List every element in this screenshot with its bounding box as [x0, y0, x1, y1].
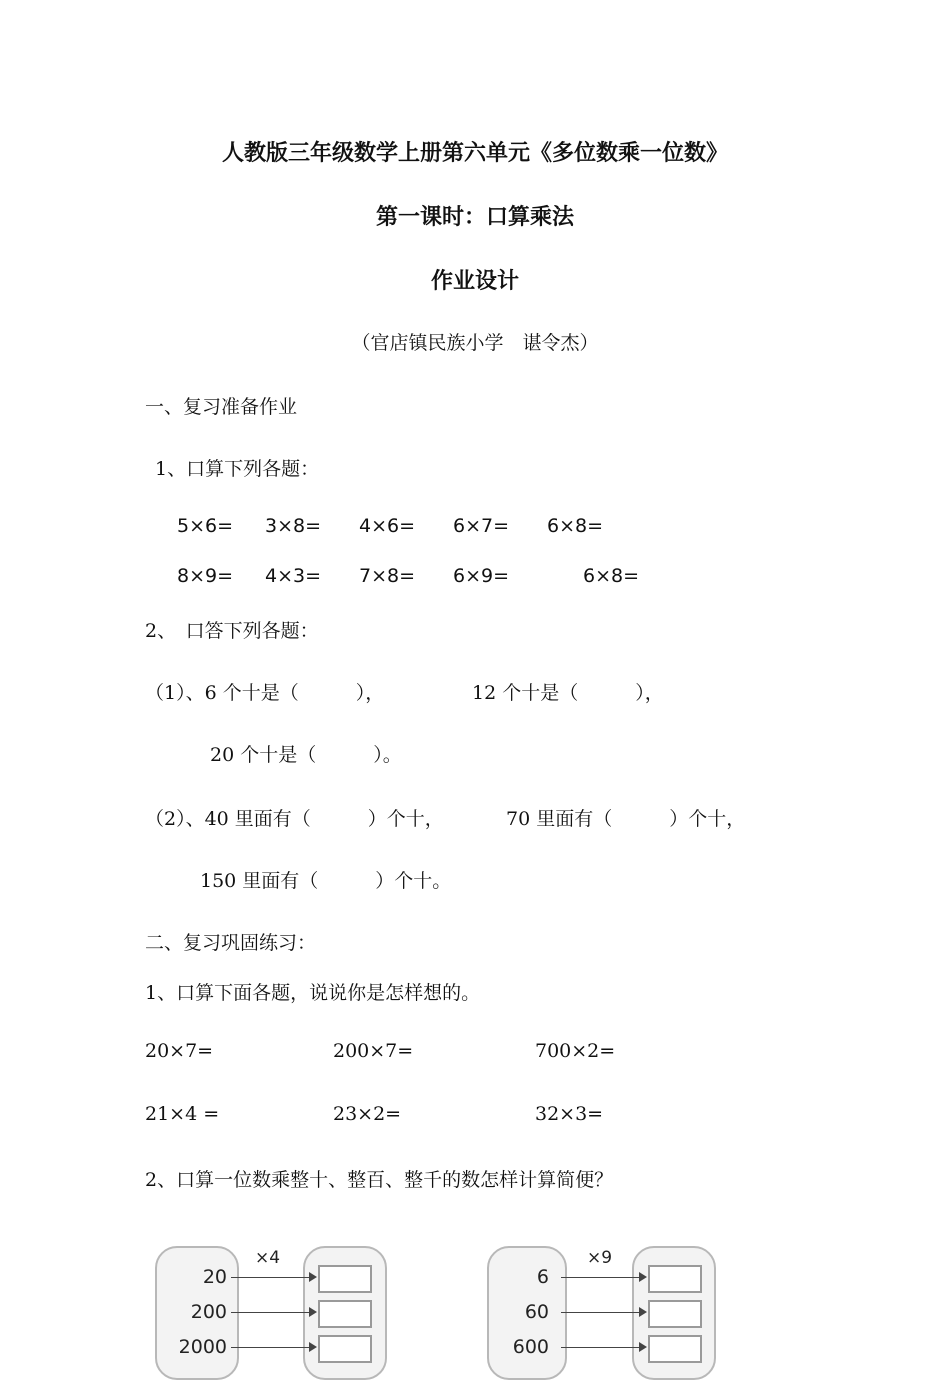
arrow — [231, 1312, 309, 1313]
answer-box[interactable] — [318, 1300, 372, 1328]
s2-q1-r1-item: 20×7= — [145, 1040, 214, 1062]
arrow — [231, 1347, 309, 1348]
section1-q2-label: 2、 口答下列各题： — [145, 620, 319, 642]
s1-q2-p2-b: 70 里面有（ ）个十， — [506, 808, 746, 830]
answer-box[interactable] — [648, 1265, 702, 1293]
s1-q1-r1-item: 5×6= — [177, 515, 234, 537]
s1-q1-r2-item: 7×8= — [359, 565, 416, 587]
input-value: 200 — [190, 1301, 227, 1323]
s2-q1-r2-item: 32×3= — [535, 1103, 604, 1125]
input-value: 20 — [202, 1266, 227, 1288]
s1-q2-p1-b: 12 个十是（ ）， — [472, 682, 664, 704]
s1-q1-r1-item: 6×7= — [453, 515, 510, 537]
answer-box[interactable] — [648, 1335, 702, 1363]
multiplier-label: ×9 — [587, 1248, 613, 1268]
s1-q2-p1-a: （1）、6 个十是（ ）， — [145, 682, 385, 704]
arrow-head-icon — [639, 1272, 647, 1282]
s2-q1-r1-item: 700×2= — [535, 1040, 616, 1062]
document-subtitle: 作业设计 — [430, 269, 519, 294]
input-value: 600 — [512, 1336, 549, 1358]
arrow-head-icon — [309, 1272, 317, 1282]
s1-q1-r1-item: 6×8= — [547, 515, 604, 537]
s1-q2-p2-a: （2）、40 里面有（ ）个十， — [145, 808, 444, 830]
multiplication-diagram — [155, 1240, 395, 1360]
multiplier-label: ×4 — [255, 1248, 281, 1268]
arrow-head-icon — [309, 1307, 317, 1317]
section2-heading: 二、复习巩固练习： — [145, 932, 317, 954]
input-value: 60 — [524, 1301, 549, 1323]
author-line: （官店镇民族小学 谌令杰） — [351, 332, 599, 354]
arrow — [231, 1277, 309, 1278]
answer-box[interactable] — [318, 1335, 372, 1363]
arrow — [561, 1347, 639, 1348]
s1-q2-p2-line2: 150 里面有（ ）个十。 — [200, 870, 452, 892]
input-value: 6 — [536, 1266, 549, 1288]
s1-q1-r1-item: 3×8= — [265, 515, 322, 537]
section2-q1-label: 1、口算下面各题，说说你是怎样想的。 — [145, 982, 481, 1004]
arrow-head-icon — [639, 1307, 647, 1317]
document-title: 人教版三年级数学上册第六单元《多位数乘一位数》 — [221, 141, 728, 166]
section1-q1-label: 1、口算下列各题： — [155, 458, 320, 480]
arrow — [561, 1312, 639, 1313]
answer-box[interactable] — [318, 1265, 372, 1293]
s1-q1-r2-item: 6×8= — [583, 565, 640, 587]
s1-q1-r2-item: 6×9= — [453, 565, 510, 587]
lesson-title: 第一课时：口算乘法 — [375, 205, 574, 230]
s1-q1-r1-item: 4×6= — [359, 515, 416, 537]
s1-q1-r2-item: 8×9= — [177, 565, 234, 587]
answer-box[interactable] — [648, 1300, 702, 1328]
s1-q2-p1-line2: 20 个十是（ ）。 — [210, 744, 402, 766]
multiplication-diagram — [487, 1240, 727, 1360]
arrow — [561, 1277, 639, 1278]
section1-heading: 一、复习准备作业 — [145, 396, 298, 418]
s1-q1-r2-item: 4×3= — [265, 565, 322, 587]
s2-q1-r2-item: 21×4 = — [145, 1103, 220, 1125]
s2-q1-r2-item: 23×2= — [333, 1103, 402, 1125]
input-value: 2000 — [178, 1336, 227, 1358]
s2-q1-r1-item: 200×7= — [333, 1040, 414, 1062]
section2-q2-label: 2、口算一位数乘整十、整百、整千的数怎样计算简便？ — [145, 1169, 614, 1191]
